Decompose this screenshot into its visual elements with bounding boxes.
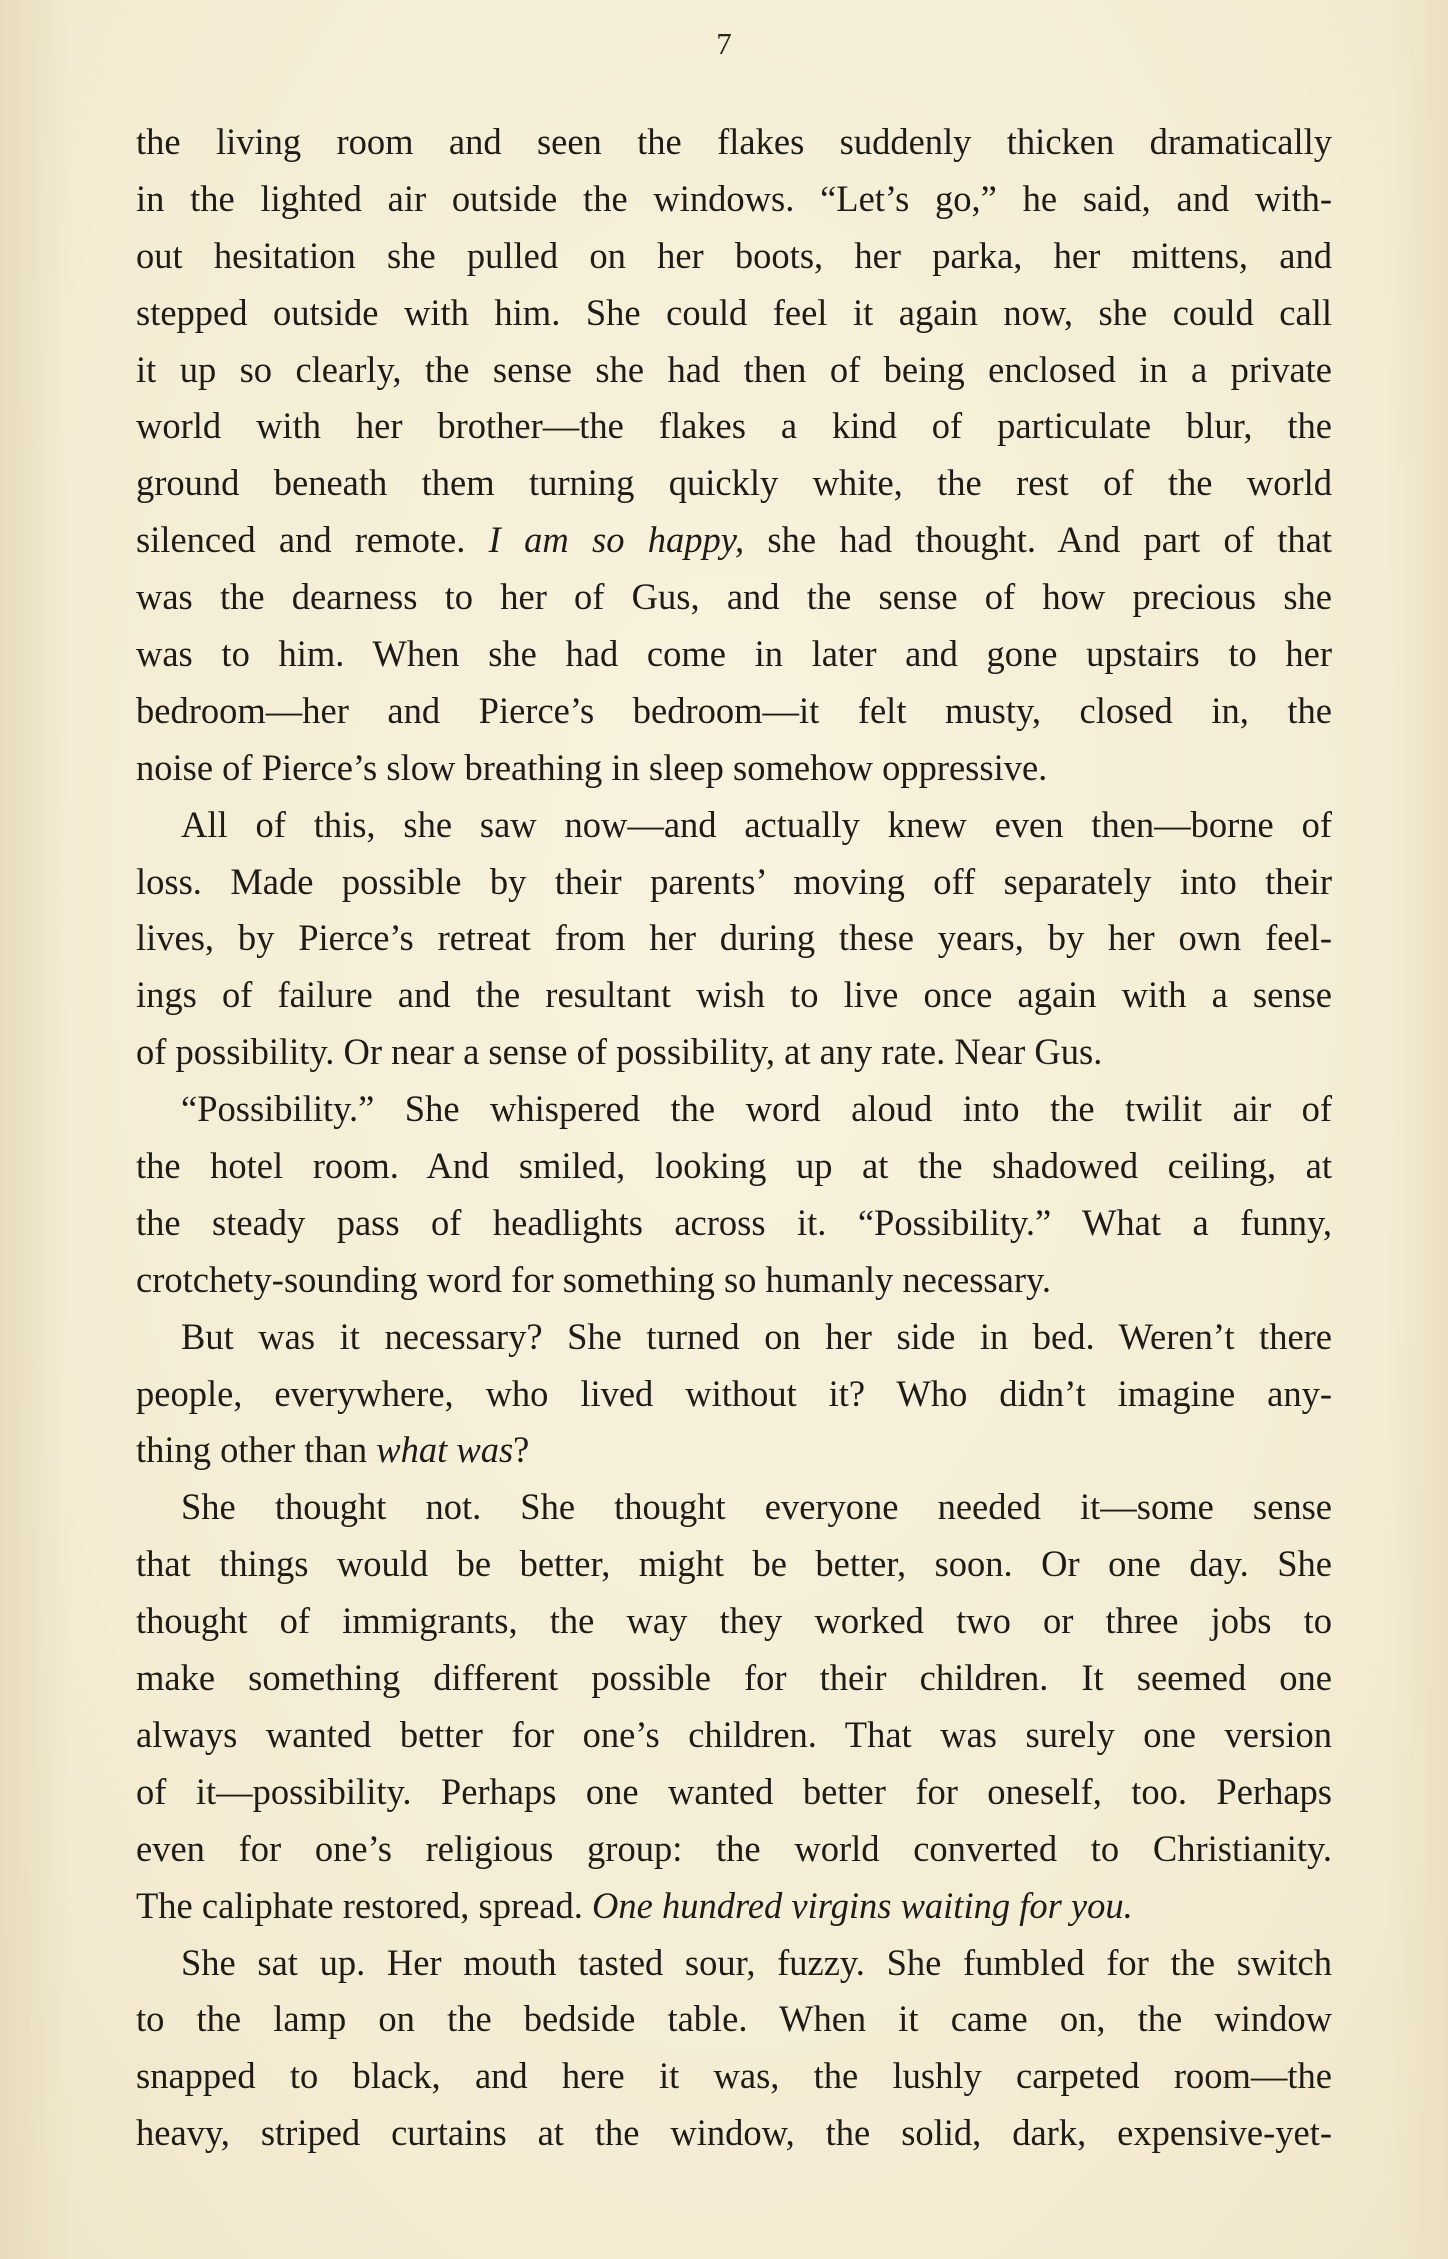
text-segment: was the dearness to her of Gus, and the sense of how precious she bbox=[136, 576, 1332, 618]
text-segment: was to him. When she had come in later and gone upstairs to her bbox=[136, 633, 1332, 675]
text-segment: loss. Made possible by their parents’ moving off separately into their bbox=[136, 860, 1332, 902]
text-segment: make something different possible for their children. It seemed one bbox=[136, 1657, 1332, 1699]
text-line bbox=[136, 342, 1332, 399]
text-line bbox=[136, 171, 1332, 228]
text-segment: heavy, striped curtains at the window, the solid, dark, expensive-yet- bbox=[136, 2112, 1332, 2154]
italic-text: what was bbox=[376, 1429, 514, 1471]
text-line bbox=[136, 1878, 1332, 1935]
text-line bbox=[136, 1707, 1332, 1764]
text-line bbox=[136, 2048, 1332, 2105]
text-segment: All of this, she saw now—and actually knew even then—borne of bbox=[181, 803, 1332, 845]
text-line bbox=[136, 1024, 1332, 1081]
italic-text: I am so happy, bbox=[488, 519, 745, 561]
text-line bbox=[136, 228, 1332, 285]
text-segment: snapped to black, and here it was, the lushly carpeted room—the bbox=[136, 2055, 1332, 2097]
page-number: 7 bbox=[716, 26, 732, 61]
text-segment: She thought not. She thought everyone needed it—some sense bbox=[181, 1486, 1332, 1528]
text-segment: of it—possibility. Perhaps one wanted better for oneself, too. Perhaps bbox=[136, 1770, 1332, 1812]
text-line bbox=[136, 1309, 1332, 1366]
text-segment: The caliphate restored, spread. bbox=[136, 1884, 593, 1926]
text-line bbox=[136, 1935, 1332, 1992]
text-segment: of possibility. Or near a sense of possibility, at any rate. Near Gus. bbox=[136, 1031, 1103, 1073]
text-line bbox=[136, 1366, 1332, 1423]
text-segment: out hesitation she pulled on her boots, her parka, her mittens, and bbox=[136, 234, 1332, 276]
text-segment: people, everywhere, who lived without it? Who didn’t imagine any- bbox=[136, 1372, 1332, 1414]
text-line bbox=[136, 967, 1332, 1024]
text-segment: She sat up. Her mouth tasted sour, fuzzy. She fumbled for the switch bbox=[181, 1941, 1332, 1983]
text-segment: thought of immigrants, the way they worked two or three jobs to bbox=[136, 1600, 1332, 1642]
text-line bbox=[136, 2105, 1332, 2162]
page-shadow-right bbox=[1388, 0, 1448, 2259]
text-segment: stepped outside with him. She could feel it again now, she could call bbox=[136, 291, 1332, 333]
text-line bbox=[136, 1195, 1332, 1252]
text-segment: to the lamp on the bedside table. When it came on, the window bbox=[136, 1998, 1332, 2040]
text-line bbox=[136, 740, 1332, 797]
text-line bbox=[136, 626, 1332, 683]
italic-text: One hundred virgins waiting for you. bbox=[592, 1884, 1133, 1926]
text-segment: “Possibility.” She whispered the word aloud into the twilit air of bbox=[181, 1088, 1332, 1130]
text-line bbox=[136, 1252, 1332, 1309]
text-line bbox=[136, 569, 1332, 626]
text-line bbox=[136, 1593, 1332, 1650]
text-segment: bedroom—her and Pierce’s bedroom—it felt musty, closed in, the bbox=[136, 689, 1332, 731]
text-segment: But was it necessary? She turned on her side in bed. Weren’t there bbox=[181, 1315, 1332, 1357]
text-segment: in the lighted air outside the windows. “Let’s go,” he said, and with- bbox=[136, 177, 1332, 219]
text-segment: she had thought. And part of that bbox=[744, 519, 1332, 561]
text-segment: the living room and seen the flakes suddenly thicken dramatically bbox=[136, 121, 1332, 162]
text-segment: even for one’s religious group: the world converted to Christianity. bbox=[136, 1827, 1332, 1869]
text-line bbox=[136, 1650, 1332, 1707]
text-line bbox=[136, 114, 1332, 171]
text-line bbox=[136, 285, 1332, 342]
page-shadow-left bbox=[0, 0, 70, 2259]
text-line bbox=[136, 512, 1332, 569]
text-segment: the steady pass of headlights across it. “Possibility.” What a funny, bbox=[136, 1201, 1332, 1243]
text-line bbox=[136, 1422, 1332, 1479]
text-segment: lives, by Pierce’s retreat from her during these years, by her own feel- bbox=[136, 917, 1332, 959]
text-segment: that things would be better, might be better, soon. Or one day. She bbox=[136, 1543, 1332, 1585]
text-segment: ings of failure and the resultant wish to live once again with a sense bbox=[136, 974, 1332, 1016]
text-line bbox=[136, 1991, 1332, 2048]
text-segment: noise of Pierce’s slow breathing in sleep somehow oppressive. bbox=[136, 746, 1048, 788]
text-segment: the hotel room. And smiled, looking up at the shadowed ceiling, at bbox=[136, 1145, 1332, 1187]
text-segment: crotchety-sounding word for something so humanly necessary. bbox=[136, 1258, 1051, 1300]
text-line bbox=[136, 797, 1332, 854]
text-line bbox=[136, 1081, 1332, 1138]
body-text bbox=[136, 114, 1332, 2162]
text-line bbox=[136, 910, 1332, 967]
text-line bbox=[136, 1821, 1332, 1878]
text-segment: silenced and remote. bbox=[136, 519, 489, 561]
text-segment: ground beneath them turning quickly white, the rest of the world bbox=[136, 462, 1332, 504]
text-line bbox=[136, 854, 1332, 911]
text-segment: it up so clearly, the sense she had then of being enclosed in a private bbox=[136, 348, 1332, 390]
text-line bbox=[136, 1536, 1332, 1593]
text-line bbox=[136, 1479, 1332, 1536]
text-line bbox=[136, 398, 1332, 455]
text-line bbox=[136, 1764, 1332, 1821]
text-segment: always wanted better for one’s children. That was surely one version bbox=[136, 1713, 1332, 1755]
text-segment: world with her brother—the flakes a kind of particulate blur, the bbox=[136, 405, 1332, 447]
text-line bbox=[136, 683, 1332, 740]
text-line bbox=[136, 455, 1332, 512]
text-line bbox=[136, 1138, 1332, 1195]
text-segment: ? bbox=[513, 1429, 530, 1471]
text-segment: thing other than bbox=[136, 1429, 377, 1471]
